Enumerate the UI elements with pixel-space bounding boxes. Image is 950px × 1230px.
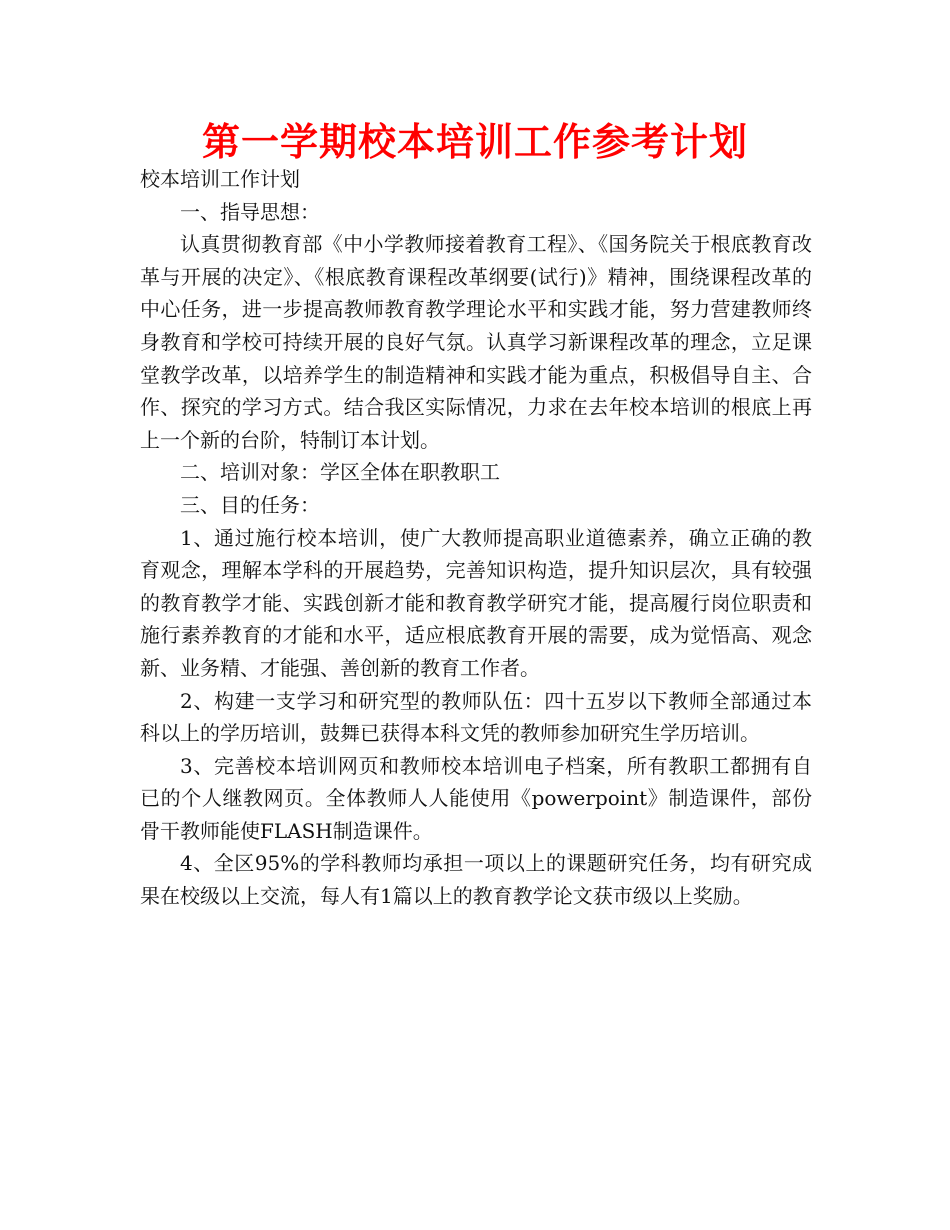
paragraph-task-1: 1、通过施行校本培训，使广大教师提高职业道德素养，确立正确的教育观念，理解本学科的开展趋势，完善知识构造，提升知识层次，具有较强的教育教学才能、实践创新才能和教育教学研究才能，提高履行岗位职责和施行素养教育的才能和水平，适应根底教育开展的需要，成为觉悟高、观念新、业务精、才能强、善创新的教育工作者。 — [140, 525, 812, 680]
paragraph-heading: 校本培训工作计划 — [140, 167, 300, 191]
paragraph-section-1: 一、指导思想： — [180, 199, 320, 224]
paragraph-task-2: 2、构建一支学习和研究型的教师队伍：四十五岁以下教师全部通过本科以上的学历培训，鼓舞已获得本科文凭的教师参加研究生学历培训。 — [140, 688, 812, 746]
paragraph-section-2: 二、培训对象：学区全体在职教职工 — [180, 460, 500, 485]
paragraph-task-4: 4、全区95%的学科教师均承担一项以上的课题研究任务，均有研究成果在校级以上交流，每人有1篇以上的教育教学论文获市级以上奖励。 — [140, 851, 812, 909]
paragraph-guiding-thought: 认真贯彻教育部《中小学教师接着教育工程》、《国务院关于根底教育改革与开展的决定》、《根底教育课程改革纲要(试行)》精神，围绕课程改革的中心任务，进一步提高教师教育教学理论水平和实践才能，努力营建教师终身教育和学校可持续开展的良好气氛。认真学习新课程改革的理念，立足课堂教学改革，以培养学生的制造精神和实践才能为重点，积极倡导自主、合作、探究的学习方式。结合我区实际情况，力求在去年校本培训的根底上再上一个新的台阶，特制订本计划。 — [140, 232, 812, 452]
document-title: 第一学期校本培训工作参考计划 — [201, 120, 748, 164]
paragraph-task-3: 3、完善校本培训网页和教师校本培训电子档案，所有教职工都拥有自已的个人继教网页。全体教师人人能使用《powerpoint》制造课件，部份骨干教师能使FLASH制造课件。 — [140, 753, 812, 843]
paragraph-section-3: 三、目的任务： — [180, 492, 320, 517]
document-body — [140, 163, 812, 913]
